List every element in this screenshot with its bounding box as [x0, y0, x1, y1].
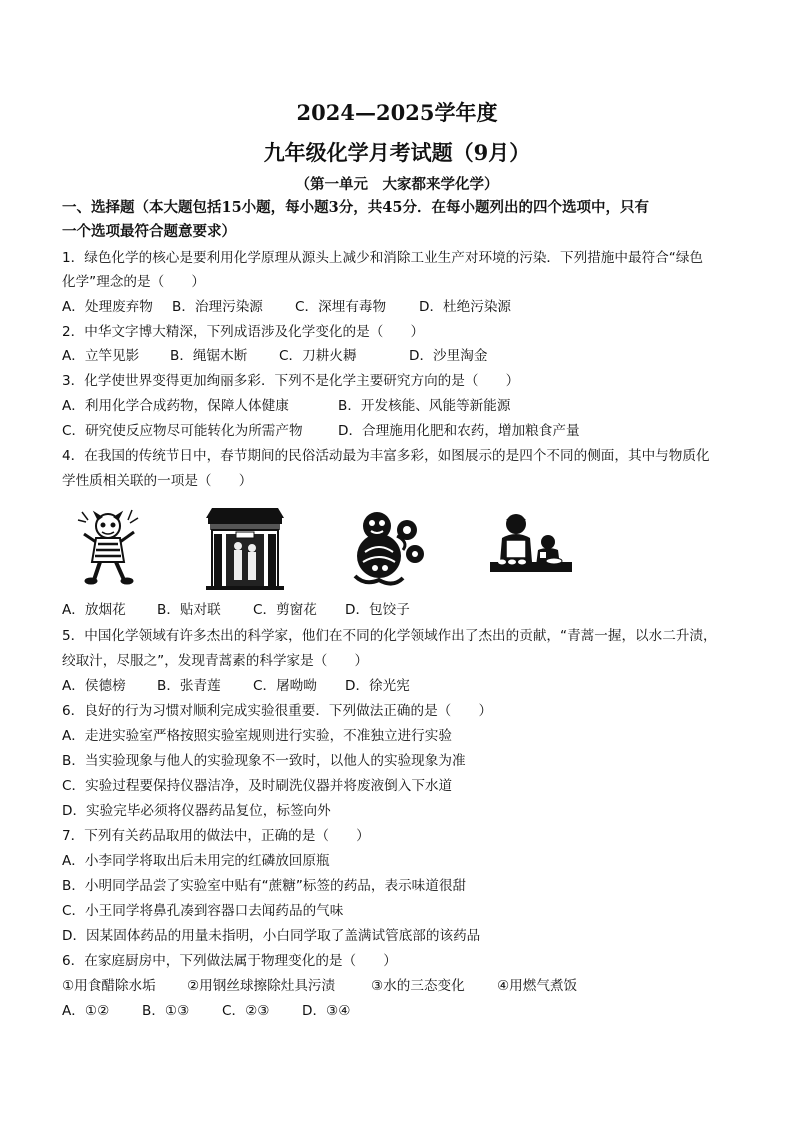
q8-item-2: ②用钢丝球擦除灶具污渍 [187, 978, 336, 994]
paper-cut-image [345, 506, 427, 590]
q3-option-a[interactable]: A．利用化学合成药物，保障人体健康 [62, 398, 289, 414]
q2-option-d[interactable]: D．沙里淘金 [409, 348, 488, 364]
q6-option-d[interactable]: D．实验完毕必须将仪器药品复位，标签向外 [62, 803, 331, 819]
q4-images [0, 506, 794, 592]
q2-options [62, 347, 487, 365]
q4-option-d[interactable]: D．包饺子 [345, 602, 410, 618]
q4-options [62, 601, 410, 619]
q5-option-b[interactable]: B．张青莲 [157, 678, 221, 694]
section-heading-cont: 一个选项最符合题意要求） [62, 223, 236, 240]
q5-option-c[interactable]: C．屠呦呦 [253, 678, 317, 694]
q8-options [62, 1002, 350, 1020]
q4-option-b[interactable]: B．贴对联 [157, 602, 221, 618]
q3-options-row1 [62, 397, 510, 415]
q5-stem: 5．中国化学领域有许多杰出的科学家，他们在不同的化学领域作出了杰出的贡献，“青蒿一握，以水二升渍， [62, 628, 717, 644]
q1-option-b[interactable]: B．治理污染源 [172, 299, 263, 315]
q7-stem: 7．下列有关药品取用的做法中，正确的是（ ） [62, 828, 370, 844]
q8-item-3: ③水的三态变化 [371, 978, 465, 994]
q7-option-a[interactable]: A．小李同学将取出后未用完的红磷放回原瓶 [62, 853, 330, 869]
q7-option-d[interactable]: D．因某固体药品的用量未指明，小白同学取了盖满试管底部的该药品 [62, 928, 481, 944]
unit-subtitle: （第一单元 大家都来学化学） [295, 176, 499, 193]
dumplings-image [488, 506, 574, 582]
q3-option-d[interactable]: D．合理施用化肥和农药，增加粮食产量 [338, 423, 580, 439]
q2-option-a[interactable]: A．立竿见影 [62, 348, 140, 364]
q7-option-b[interactable]: B．小明同学品尝了实验室中贴有“蔗糖”标签的药品，表示味道很甜 [62, 878, 467, 894]
q8-items [62, 977, 577, 995]
q6-option-c[interactable]: C．实验过程要保持仪器洁净，及时刷洗仪器并将废液倒入下水道 [62, 778, 453, 794]
q8-option-a[interactable]: A．①② [62, 1003, 110, 1019]
q2-option-b[interactable]: B．绳锯木断 [170, 348, 248, 364]
q8-option-b[interactable]: B．①③ [142, 1003, 190, 1019]
q4-option-a[interactable]: A．放烟花 [62, 602, 126, 618]
q7-option-c[interactable]: C．小王同学将鼻孔凑到容器口去闻药品的气味 [62, 903, 344, 919]
q3-option-c[interactable]: C．研究使反应物尽可能转化为所需产物 [62, 423, 303, 439]
q6-option-a[interactable]: A．走进实验室严格按照实验室规则进行实验，不准独立进行实验 [62, 728, 452, 744]
q8-option-c[interactable]: C．②③ [222, 1003, 270, 1019]
q5-option-a[interactable]: A．侯德榜 [62, 678, 126, 694]
q1-options [62, 298, 511, 316]
exam-year: 2024—2025学年度 [296, 100, 498, 125]
q6-stem: 6．良好的行为习惯对顺利完成实验很重要．下列做法正确的是（ ） [62, 703, 493, 719]
q2-stem: 2．中华文字博大精深，下列成语涉及化学变化的是（ ） [62, 324, 425, 340]
q4-option-c[interactable]: C．剪窗花 [253, 602, 317, 618]
q1-option-d[interactable]: D．杜绝污染源 [419, 299, 512, 315]
q8-option-d[interactable]: D．③④ [302, 1003, 351, 1019]
q5-options [62, 677, 410, 695]
q3-options-row2 [62, 422, 580, 440]
q8-item-1: ①用食醋除水垢 [62, 978, 156, 994]
q3-stem: 3．化学使世界变得更加绚丽多彩．下列不是化学主要研究方向的是（ ） [62, 373, 520, 389]
q2-option-c[interactable]: C．刀耕火耨 [279, 348, 357, 364]
q5-stem-cont: 绞取汁，尽服之”，发现青蒿素的科学家是（ ） [62, 653, 369, 669]
exam-title: 九年级化学月考试题（9月） [263, 140, 531, 165]
q1-stem: 1．绿色化学的核心是要利用化学原理从源头上减少和消除工业生产对环境的污染．下列措施中最符合“绿色 [62, 250, 704, 266]
q1-option-c[interactable]: C．深埋有毒物 [295, 299, 387, 315]
q5-option-d[interactable]: D．徐光宪 [345, 678, 410, 694]
couplets-image [204, 506, 286, 590]
q4-stem-cont: 学性质相关联的一项是（ ） [62, 473, 253, 489]
fireworks-image [74, 506, 144, 586]
q4-stem: 4．在我国的传统节日中，春节期间的民俗活动最为丰富多彩，如图展示的是四个不同的侧面，其中与物质化 [62, 448, 710, 464]
q1-option-a[interactable]: A．处理废弃物 [62, 299, 153, 315]
q8-stem: 6．在家庭厨房中，下列做法属于物理变化的是（ ） [62, 953, 397, 969]
q3-option-b[interactable]: B．开发核能、风能等新能源 [338, 398, 511, 414]
q1-stem-cont: 化学”理念的是（ ） [62, 274, 205, 290]
section-heading: 一、选择题（本大题包括15小题，每小题3分，共45分．在每小题列出的四个选项中，只有 [62, 199, 649, 216]
q8-item-4: ④用燃气煮饭 [497, 978, 578, 994]
q6-option-b[interactable]: B．当实验现象与他人的实验现象不一致时，以他人的实验现象为准 [62, 753, 466, 769]
